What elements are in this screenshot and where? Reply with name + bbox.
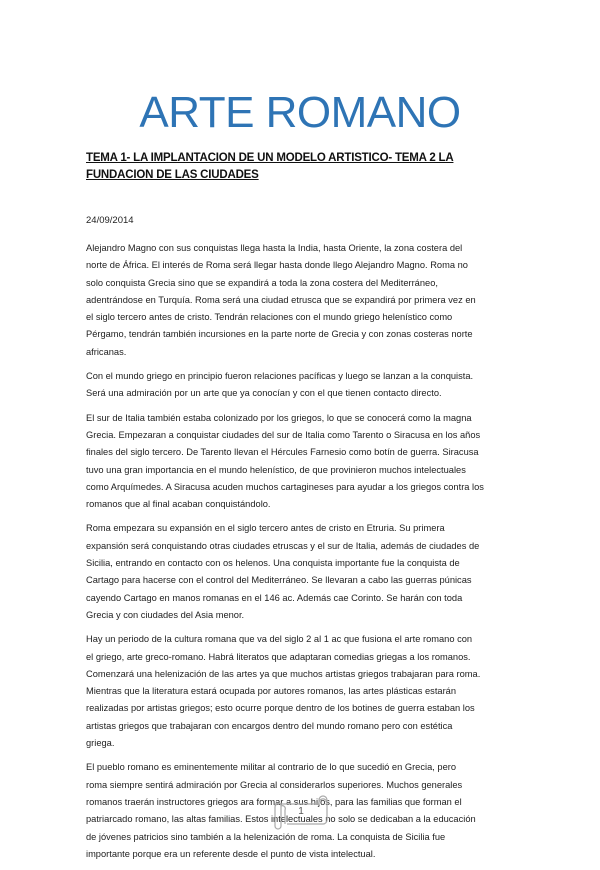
text-line: griega. xyxy=(86,738,115,749)
text-line: el siglo tercero antes de cristo. Tendrán relaciones con el mundo griego helenístico como xyxy=(86,312,453,323)
text-line: importante porque era un referente desde el punto de vista intelectual. xyxy=(86,848,376,859)
text-line: patriarcado romano, las altas familias. Estos intelectuales no solo se dedicaban a la educación xyxy=(86,814,476,825)
text-line: Mientras que la literatura estará ocupada por autores romanos, las artes plásticas estarán xyxy=(86,686,457,697)
text-line: adentrándose en Turquía. Roma será una ciudad etrusca que se expandirá por primera vez en xyxy=(86,294,476,305)
text-line: Comenzará una helenización de las artes ya que muchos artistas griegos trabajaran para roma. xyxy=(86,668,481,679)
text-line: cayendo Cartago en manos romanas en el 146 ac. Además cae Corinto. Se harán con toda xyxy=(86,592,463,603)
text-line: Cartago para hacerse con el control del Mediterráneo. Se llevaran a cabo las guerras púnicas xyxy=(86,575,472,586)
text-line: roma siempre sentirá admiración por Grecia al considerarlos superiores. Muchos generales xyxy=(86,779,463,790)
text-line: realizadas por artistas griegos; esto ocurre porque dentro de los botines de guerra estaban los xyxy=(86,703,475,714)
text-line: Hay un periodo de la cultura romana que va del siglo 2 al 1 ac que fusiona el arte romano con xyxy=(86,634,473,645)
text-line: Roma empezara su expansión en el siglo tercero antes de cristo en Etruria. Su primera xyxy=(86,523,445,534)
text-line: solo conquista Grecia sino que se expandirá a toda la zona costera del Mediterráneo, xyxy=(86,277,438,288)
paragraph xyxy=(86,520,526,624)
text-line: El sur de Italia también estaba colonizado por los griegos, lo que se conocerá como la magna xyxy=(86,412,472,423)
page-number: 1 xyxy=(298,806,304,817)
text-line: Grecia y con ciudades del Asia menor. xyxy=(86,609,245,620)
text-line: El pueblo romano es eminentemente militar al contrario de lo que sucedió en Grecia, pero xyxy=(86,762,457,773)
paragraph xyxy=(86,410,526,514)
text-line: Grecia. Empezaran a conquistar ciudades del sur de Italia como Tarento o Siracusa en los años xyxy=(86,429,481,440)
heading-line: TEMA 1- LA IMPLANTACION DE UN MODELO ARTISTICO- TEMA 2 LA xyxy=(86,152,454,164)
paragraph xyxy=(86,631,526,752)
document-title: ARTE ROMANO xyxy=(139,88,461,137)
text-line: Pérgamo, tendrán también incursiones en la parte norte de Grecia y con zonas costeras norte xyxy=(86,329,473,340)
text-line: de jóvenes patricios sino también a la helenización de roma. La conquista de Sicilia fue xyxy=(86,831,446,842)
text-line: africanas. xyxy=(86,346,127,357)
text-line: Con el mundo griego en principio fueron relaciones pacíficas y luego se lanzan a la conquista. xyxy=(86,371,474,382)
text-line: romanos traerán instructores griegos ara formar a sus hijos, para las familias que forman el xyxy=(86,796,462,807)
text-line: Será una admiración por un arte que ya conocían y con el que tienen contacto directo. xyxy=(86,388,442,399)
document-body xyxy=(86,240,526,870)
text-line: el griego, arte greco-romano. Habrá literatos que adaptaran comedias griegas a los romanos. xyxy=(86,651,471,662)
text-line: romanos que al final acaban conquistándolo. xyxy=(86,499,271,510)
text-line: tuvo una gran importancia en el mundo helenístico, de que provinieron muchos intelectuales xyxy=(86,464,466,475)
text-line: como Arquímedes. A Siracusa acuden muchos cartagineses para ayudar a los griegos contra los xyxy=(86,481,484,492)
text-line: Sicilia, entrando en contacto con os helenos. Una conquista importante fue la conquista de xyxy=(86,558,460,569)
text-line: Alejandro Magno con sus conquistas llega hasta la India, hasta Oriente, la zona costera del xyxy=(86,243,463,253)
section-heading xyxy=(86,150,526,184)
paragraph xyxy=(86,240,526,361)
text-line: norte de África. El interés de Roma será llegar hasta donde llego Alejandro Magno. Roma no xyxy=(86,260,468,271)
heading-line: FUNDACION DE LAS CIUDADES xyxy=(86,169,259,181)
text-line: finales del siglo tercero. De Tarento llevan el Hércules Farnesio como botín de guerra. Siracusa xyxy=(86,447,479,458)
text-line: artistas griegos que trabajaran con encargos dentro del mundo romano pero con estética xyxy=(86,720,453,731)
text-line: expansión será conquistando otras ciudades etruscas y el sur de Italia, además de ciudades de xyxy=(86,540,480,551)
date: 24/09/2014 xyxy=(86,215,134,226)
paragraph xyxy=(86,368,526,403)
